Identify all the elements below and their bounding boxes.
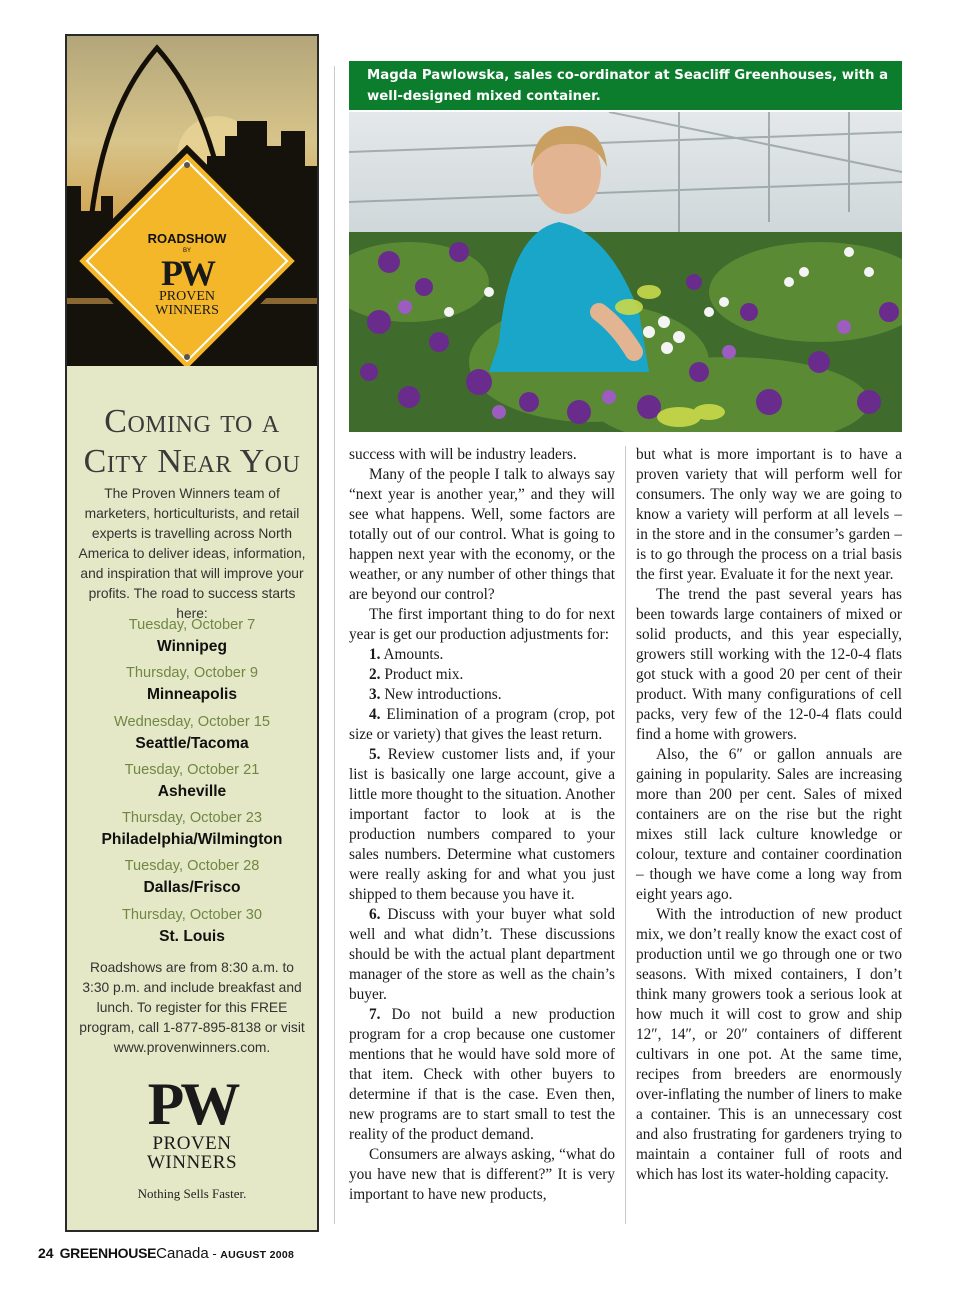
event-city: Seattle/Tacoma [135,734,249,752]
list-text: Product mix. [384,666,464,683]
list-item [349,645,615,665]
event-item [67,904,317,952]
event-list [67,614,317,952]
photo-caption: Magda Pawlowska, sales co-ordinator at Seacliff Greenhouses, with a well-designed mixed container. [349,61,902,110]
roadshow-advertisement [65,34,319,1232]
pw-logo-line2: WINNERS [146,1152,238,1173]
event-date: Thursday, October 23 [121,810,263,827]
event-item [67,807,317,855]
event-item [67,855,317,903]
magazine-name: GREENHOUSE [59,1245,157,1261]
paragraph: success with will be industry leaders. [349,446,577,463]
list-text: Discuss with your buyer what sold well and what didn’t. These discussions should be with the actual plant department manager of the store as well as the chain’s buyer. [349,906,615,1003]
list-number: 4. [369,706,381,723]
paragraph: The first important thing to do for next year is get our production adjustments for: [349,606,615,643]
greenhouse-illustration [349,112,902,432]
page-footer [38,1245,294,1262]
pw-logo-mark: PW [147,1071,237,1137]
paragraph: but what is more important is to have a proven variety that will perform well for consumers. The only way we are going to know a variety will perform at all levels – in the store and in the consumer’s garden – is to go through the process on a trial basis the first year. Evaluate it for the next year. [636,446,902,583]
paragraph: Also, the 6″ or gallon annuals are gaining in popularity. Sales are increasing more than 200 per cent. Sales of mixed containers are on the rise but the right mixes still lack culture knowledge or colour, texture and container coordination – though we have come a long way from eight years ago. [636,746,902,903]
paragraph: The trend the past several years has been towards large containers of mixed or solid products, and this year especially, growers still working with the 12-0-4 flats got stuck with a good 20 per cent of their product. With many configurations of cell packs, very few of the 12-0-4 flats could find a home with growers. [636,586,902,743]
event-city: Winnipeg [156,638,228,655]
ad-intro-text: The Proven Winners team of marketers, horticulturists, and retail experts is travelling across North America to deliver ideas, information, and inspiration that will improve your profits. The road to success starts here: [78,486,306,621]
list-text: Do not build a new production program for a crop because one customer mentions that he would have sold more of that item. Check with other buyers to determine if that is the case. Even then, new programs are to start small to test the reality of the product demand. [349,1006,615,1143]
proven-winners-logo [67,1071,317,1202]
event-item [67,711,317,759]
magazine-name-suffix: Canada [156,1245,209,1262]
event-date: Tuesday, October 7 [128,617,256,633]
list-number: 5. [369,746,381,763]
event-item [67,662,317,710]
event-date: Thursday, October 9 [126,665,258,682]
footer-separator: - [208,1246,221,1261]
event-city: Dallas/Frisco [143,879,241,897]
list-item [349,665,615,685]
list-item [349,705,615,745]
pw-tagline: Nothing Sells Faster. [137,1186,247,1201]
event-item [67,759,317,807]
ad-title [67,402,317,482]
paragraph: With the introduction of new product mix, we don’t really know the exact cost of production until we go through one or two seasons. With mixed containers, I don’t think many growers took a serious look at how much it will cost to grow and ship 12″, 14″, or 20″ containers of different cultivars in one pot. At the same time, recipes from breeders are enormously over-inflating the number of liners to make a container. This is an unnecessary cost and also frustrating for gardeners trying to maintain a container full of roots and which has lost its water-holding capacity. [636,906,902,1183]
article-column-2 [636,445,902,1185]
list-text: Amounts. [383,646,444,663]
event-city: Philadelphia/Wilmington [101,831,283,849]
list-text: Elimination of a program (crop, pot size or variety) that gives the least return. [349,706,615,743]
sign-brand-line1: PROVEN [158,289,215,304]
paragraph: Many of the people I talk to always say “next year is another year,” and they will see what happens. Well, some factors are totally out of our control. What is going to happen next year with the economy, or the weather, or any number of other things that are beyond our control? [349,466,615,603]
greenhouse-photo [349,112,902,432]
list-number: 6. [369,906,381,923]
event-date: Tuesday, October 28 [124,858,260,875]
list-item [349,745,615,905]
ad-skyline-photo [67,36,317,366]
sign-pw-logo: PW [161,253,213,293]
ad-footer-text: Roadshows are from 8:30 a.m. to 3:30 p.m. and include breakfast and lunch. To register for this FREE program, call 1-877-895-8138 or visit www.provenwinners.com. [79,960,305,1055]
pw-logo-line1: PROVEN [152,1133,232,1154]
ad-title-line1: Coming to a [104,403,280,440]
event-date: Tuesday, October 21 [124,761,260,778]
sign-brand-line2: WINNERS [155,303,219,318]
paragraph: Consumers are always asking, “what do you have new that is different?” It is very important to have new products, [349,1146,615,1203]
list-text: Review customer lists and, if your list is basically one large account, give a little more thought to the situation. Another important factor to look at is the production numbers compared to your sales numbers. Determine what customers were really asking for and what you just shipped to them because you have it. [349,746,615,903]
event-date: Thursday, October 30 [121,906,263,923]
event-city: Asheville [157,782,227,800]
event-date: Wednesday, October 15 [113,713,271,730]
event-item [67,614,317,662]
list-item [349,1005,615,1145]
list-number: 2. [369,666,381,683]
column-rule [625,446,626,1224]
list-item [349,905,615,1005]
list-text: New introductions. [384,686,502,703]
list-number: 1. [369,646,381,663]
event-city: St. Louis [159,927,225,945]
ad-title-line2: City Near You [83,443,301,480]
list-number: 7. [369,1006,381,1023]
issue-date: AUGUST 2008 [220,1249,295,1261]
roadshow-label: ROADSHOW [147,231,227,246]
page-number: 24 [38,1245,54,1261]
by-label: BY [182,248,191,254]
list-item [349,685,615,705]
event-city: Minneapolis [146,686,238,704]
article-column-1 [349,445,615,1205]
column-rule [334,66,335,1224]
list-number: 3. [369,686,381,703]
